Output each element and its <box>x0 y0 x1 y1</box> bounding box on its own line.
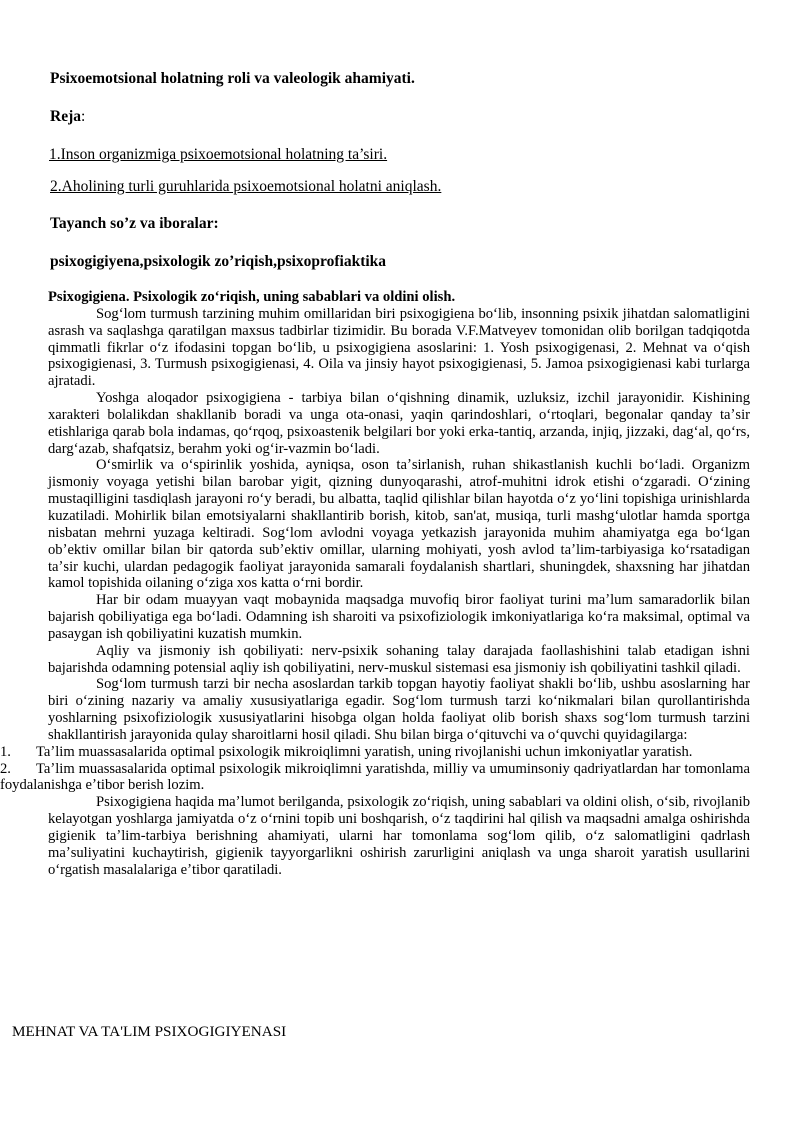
section-heading: Psixogigiena. Psixologik zoʻriqish, uning sabablari va oldini olish. <box>48 289 456 305</box>
plan-label: Reja <box>50 108 81 125</box>
body-paragraph: Yoshga aloqador psixogigiena - tarbiya bilan oʻqishning dinamik, uzluksiz, izchil jarayonidir. Kishining xarakteri bolalikdan shakllanib boradi va unga ota-onasi, yaqin qarindoshlari, oʻrtoqlari, begonalar qanday taʼsir etishlariga qarab bola indamas, qoʻrqoq, psixoastenik belgilari bor yoki erka-tantiq, arzanda, injiq, jizzaki, dagʻal, qoʻrs, dargʻazab, shafqatsiz, berahm yoki ogʻir-vazmin boʻladi. <box>48 390 750 457</box>
keywords-text: psixogigiyena,psixologik zo’riqish,psixoprofiaktika <box>50 253 387 270</box>
list-item-text: Taʼlim muassasalarida optimal psixologik mikroiqlimni yaratish, uning rivojlanishi uchun imkoniyatlar yaratish. <box>36 743 693 760</box>
document-title: Psixoemotsional holatning roli va valeologik ahamiyati. <box>50 70 415 87</box>
list-item-number: 1. <box>0 743 11 760</box>
list-item-text: Taʼlim muassasalarida optimal psixologik mikroiqlimni yaratishda, milliy va umuminsoniy qadriyatlardan har tomonlama foydalanishga eʼtibor berish lozim. <box>0 760 750 794</box>
list-item <box>0 744 750 761</box>
plan-heading <box>50 108 85 126</box>
document-body <box>0 289 750 879</box>
body-paragraph: Har bir odam muayyan vaqt mobaynida maqsadga muvofiq biror faoliyat turini maʼlum samaradorlik bilan bajarish qobiliyatiga ega boʻladi. Odamning ish sharoiti va psixofiziologik imkoniyatlariga koʻra maksimal, optimal va pasaygan ish qobiliyatini kuzatish mumkin. <box>48 592 750 642</box>
footer-section-heading: MEHNAT VA TA'LIM PSIXOGIGIYENASI <box>12 1023 287 1040</box>
body-paragraph: Aqliy va jismoniy ish qobiliyati: nerv-psixik sohaning talay darajada faollashishini talab etadigan ishni bajarishda odamning potensial aqliy ish qobiliyatini, nerv-muskul sistemasi esa jismoniy ish qobiliyatini tashkil qiladi. <box>48 642 750 676</box>
body-paragraph: Oʻsmirlik va oʻspirinlik yoshida, ayniqsa, oson taʼsirlanish, ruhan shikastlanish kuchli boʻladi. Organizm jismoniy voyaga yetishi bilan barobar yigit, qizning dunyoqarashi, atrof-muhitni idrok etishi oʻzgaradi. Oʻzining mustaqilligini tasdiqlash jarayoni roʻy beradi, bu albatta, taqlid qilishlar bilan hayotda oʻz yoʻlini topishiga urinishlarda kuzatiladi. Mohirlik bilan emotsiyalarni shakllantirib borish, kitob, san'at, musiqa, turli mashgʻulotlar hamda sportga nisbatan mehrni yuzaga keltiradi. Sogʻlom avlodni voyaga yetkazish jarayonida muhim ahamiyatga ega boʻlgan obʼektiv omillar bilan bir qatorda subʼektiv omillar, ularning mohiyati, yosh avlod taʼlim-tarbiyasiga koʻrsatadigan taʼsir kuchi, ulardan pedagogik faoliyat jarayonida samarali foydalanish shartlari, shuningdek, shaxsning har jihatdan kamol topishida oilaning oʻziga xos katta oʻrni bordir. <box>48 457 750 592</box>
plan-item-2: 2.Aholining turli guruhlarida psixoemotsional holatni aniqlash. <box>50 178 442 195</box>
plan-colon: : <box>81 108 86 125</box>
final-paragraph: Psixogigiena haqida maʼlumot berilganda, psixologik zoʻriqish, uning sabablari va oldini olish, oʻsib, rivojlanib kelayotgan yoshlarga jamiyatda oʻz oʻrnini topib uni boshqarish, oʻz taqdirini hal qilish va maqsadni amalga oshirishda gigienik taʼlim-tarbiya berishning ahamiyati, ularni har tomonlama sogʻlom qilib, oʻz salomatligini qadrlash maʼsuliyatini kuchaytirish, gigienik tayyorgarlikni oshirish zarurligini aniqlash va unga sharoit yaratish usullarini oʻrgatish masalalariga eʼtibor qaratiladi. <box>48 794 750 878</box>
plan-item-1: 1.Inson organizmiga psixoemotsional holatning ta’siri. <box>49 146 388 163</box>
body-paragraph: Sogʻlom turmush tarzining muhim omillaridan biri psixogigiena boʻlib, insonning psixik jihatdan salomatligini asrash va saqlashga qaratilgan maxsus tadbirlar tizimidir. Bu borada V.F.Matveyev tomonidan olib borilgan tadqiqotda qimmatli fikrlar oʻz ifodasini topgan boʻlib, u psixogigiena asoslarini: 1. Yosh psixogigenasi, 2. Mehnat va oʻqish psixogigienasi, 3. Turmush psixogigienasi, 4. Oila va jinsiy hayot psixogigienasi, 5. Jamoa psixogigienasi kabi turlarga ajratadi. <box>48 305 750 390</box>
list-item-number: 2. <box>0 760 11 777</box>
list-item <box>0 761 750 795</box>
body-paragraph: Sogʻlom turmush tarzi bir necha asoslardan tarkib topgan hayotiy faoliyat shakli boʻlib, ushbu asoslarning har biri oʻzining nazariy va amaliy xususiyatlariga egadir. Sogʻlom turmush tarzi koʻnikmalari bilan qurollantirishda yoshlarning psixofiziologik xususiyatlarini hisobga olgan holda faoliyat olib borish shaxs sogʻlom turmush tarzini shakllantirish jarayonida qulay sharoitlarni hosil qiladi. Shu bilan birga oʻqituvchi va oʻquvchi quyidagilarga: <box>48 676 750 743</box>
keywords-heading: Tayanch so’z va iboralar: <box>50 215 219 232</box>
numbered-list <box>0 743 750 795</box>
